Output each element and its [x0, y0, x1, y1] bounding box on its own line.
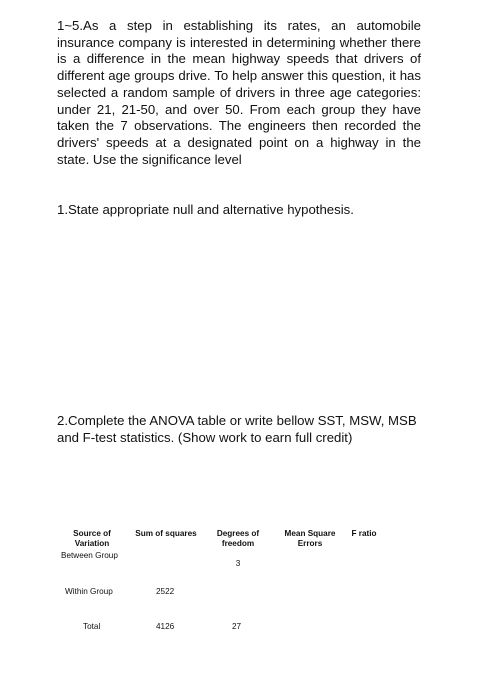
problem-intro: 1~5.As a step in establishing its rates, an automobile insurance company is interested in determining whether there is a difference in the mean highway speeds that drivers of different age groups drive. To help answer this question, it has selected a random sample of drivers in three age categories: under 21, 21-50, and over 50. From each group they have taken the 7 observations. The engineers then recorded the drivers' speeds at a designated point on a highway in the state. Use the significance level: [57, 18, 421, 167]
anova-table: [56, 527, 396, 637]
header-source: Source of Variation: [73, 529, 111, 548]
row-total-df: 27: [232, 622, 242, 631]
question-1: 1.State appropriate null and alternative hypothesis.: [57, 202, 354, 217]
row-between-df: 3: [235, 559, 241, 568]
row-total-label: Total: [83, 622, 101, 631]
question-2: 2.Complete the ANOVA table or write bellow SST, MSW, MSB and F-test statistics. (Show work to earn full credit): [57, 413, 417, 445]
row-within-ss: 2522: [156, 587, 175, 596]
header-degrees-of-freedom: Degrees of freedom: [216, 529, 260, 548]
header-sum-of-squares: Sum of squares: [135, 529, 197, 538]
row-within-label: Within Group: [65, 587, 113, 596]
row-between-label: Between Group: [61, 551, 118, 560]
header-mean-square-errors: Mean Square Errors: [284, 529, 336, 548]
row-total-ss: 4126: [156, 622, 175, 631]
header-f-ratio: F ratio: [351, 529, 377, 538]
